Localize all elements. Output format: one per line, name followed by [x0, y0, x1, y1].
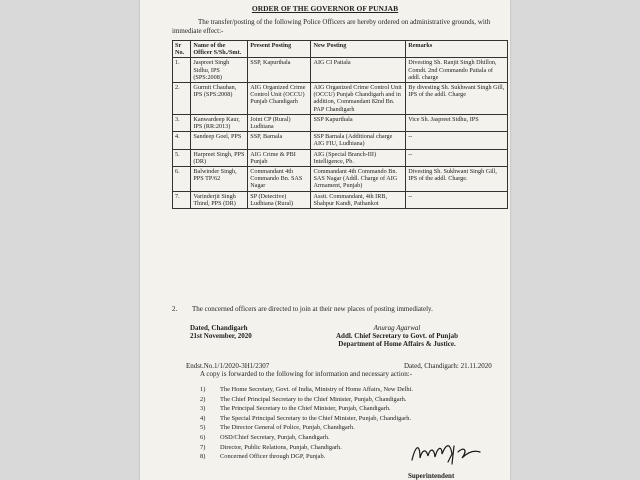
col-new-posting: New Posting — [311, 41, 406, 58]
item-number: 1) — [200, 386, 206, 393]
table-row — [173, 58, 508, 83]
item-text: OSD/Chief Secretary, Punjab, Chandigarh. — [220, 433, 330, 441]
item-number: 3) — [200, 405, 206, 413]
cell-sr: 7. — [173, 191, 191, 208]
para-number: 2. — [172, 305, 178, 313]
cell-name: Sandeep Goel, PPS — [191, 132, 248, 149]
cell-new: AIG (Special Branch-III) Intelligence, Pb. — [311, 149, 406, 166]
cell-new: Asstt. Commandant, 4th IRB, Shahpur Kandi, Pathankot — [311, 191, 406, 208]
col-sr: Sr No. — [173, 41, 191, 58]
cell-remarks: Vice Sh. Jaspreet Sidhu, IPS — [406, 114, 508, 131]
item-text: The Special Principal Secretary to the Chief Minister, Punjab, Chandigarh. — [220, 414, 412, 422]
item-number: 7) — [200, 443, 206, 451]
item-number: 2) — [200, 395, 206, 403]
table-row — [173, 83, 508, 115]
item-text: The Chief Principal Secretary to the Chief Minister, Punjab, Chandigarh. — [220, 395, 407, 403]
item-text: Concerned Officer through DGP, Punjab. — [220, 453, 326, 461]
cell-present: SSP, Kapurthala — [248, 58, 311, 83]
cell-remarks: Divesting Sh. Sukhwant Singh Gill, IPS of the addl. Charge. — [406, 167, 508, 192]
date-value: 21st November, 2020 — [190, 332, 252, 340]
cell-remarks: -- — [406, 149, 508, 166]
cell-sr: 5. — [173, 149, 191, 166]
cell-remarks: -- — [406, 132, 508, 149]
cell-present: AIG Crime & PBI Punjab — [248, 149, 311, 166]
cell-name: Balwinder Singh, PPS TP/62 — [191, 167, 248, 192]
table-row — [173, 114, 508, 131]
cell-remarks: Divesting Sh. Ranjit Singh Dhillon, Comdt. 2nd Commando Patiala of addl. charge — [406, 58, 508, 83]
superintendent-label: Superintendent — [408, 472, 455, 480]
order-title: ORDER OF THE GOVERNOR OF PUNJAB — [251, 4, 399, 13]
cell-name: Harpreet Singh, PPS (DR) — [191, 149, 248, 166]
item-number: 5) — [200, 424, 206, 432]
cell-sr: 2. — [173, 83, 191, 115]
col-remarks: Remarks — [406, 41, 508, 58]
item-text: Director, Public Relations, Punjab, Chandigarh. — [220, 443, 342, 451]
order-document — [140, 0, 510, 480]
cell-sr: 4. — [173, 132, 191, 149]
date-place: Dated, Chandigarh — [190, 324, 248, 332]
item-number: 4) — [200, 414, 206, 422]
cell-new: SSP Kapurthala — [311, 114, 406, 131]
endorsement-number: Endst.No.1/1/2020-3H1/2307 — [186, 362, 270, 370]
cell-present: AIG Organized Crime Control Unit (OCCU) Punjab Chandigarh — [248, 83, 311, 115]
cell-remarks: -- — [406, 191, 508, 208]
list-item — [200, 423, 500, 433]
list-item — [200, 385, 500, 395]
signatory-block — [336, 324, 458, 348]
list-item — [200, 404, 500, 414]
table-row — [173, 191, 508, 208]
cell-name: Varinderjit Singh Thind, PPS (DR) — [191, 191, 248, 208]
cell-sr: 1. — [173, 58, 191, 83]
postings-table — [172, 40, 508, 209]
signatory-name: Anurag Agarwal — [373, 324, 421, 332]
cell-sr: 3. — [173, 114, 191, 131]
col-present-posting: Present Posting — [248, 41, 311, 58]
cell-name: Kanwardeep Kaur, IPS (RR:2013) — [191, 114, 248, 131]
list-item — [200, 395, 500, 405]
item-number: 8) — [200, 453, 206, 461]
item-number: 6) — [200, 433, 206, 441]
item-text: The Home Secretary, Govt. of India, Ministry of Home Affairs, New Delhi. — [220, 386, 413, 393]
intro-paragraph: The transfer/posting of the following Police Officers are hereby ordered on administrative grounds, with immediate effect:- — [172, 18, 491, 35]
order-date — [190, 324, 252, 340]
cell-new: SSP Barnala (Additional charge AIG FIU, Ludhiana) — [311, 132, 406, 149]
table-row — [173, 149, 508, 166]
col-name: Name of the Officer S/Sh./Smt. — [191, 41, 248, 58]
cell-sr: 6. — [173, 167, 191, 192]
copy-forwarded-text: A copy is forwarded to the following for information and necessary action:- — [200, 370, 413, 378]
table-row — [173, 167, 508, 192]
cell-present: Commandant 4th Commando Bn. SAS Nagar — [248, 167, 311, 192]
cell-new: AIG Organized Crime Control Unit (OCCU) Punjab Chandigarh and in addition, Commandant 82nd Bn. PAP Chandigarh — [311, 83, 406, 115]
cell-present: Joint CP (Rural) Ludhiana — [248, 114, 311, 131]
handwritten-signature — [408, 440, 488, 468]
cell-name: Gurmit Chauhan, IPS (SPS:2008) — [191, 83, 248, 115]
table-header-row — [173, 41, 508, 58]
endorsement-date: Dated, Chandigarh: 21.11.2020 — [404, 362, 492, 370]
para-text: The concerned officers are directed to join at their new places of posting immediately. — [192, 305, 433, 313]
cell-present: SP (Detective) Ludhiana (Rural) — [248, 191, 311, 208]
table-row — [173, 132, 508, 149]
list-item — [200, 414, 500, 424]
cell-new: Commandant 4th Commando Bn. SAS Nagar (Addl. Charge of AIG Armament, Punjab) — [311, 167, 406, 192]
cell-name: Jaspreet Singh Sidhu, IPS (SPS:2008) — [191, 58, 248, 83]
item-text: The Principal Secretary to the Chief Minister, Punjab, Chandigarh. — [220, 405, 391, 413]
cell-new: AIG CI Patiala — [311, 58, 406, 83]
cell-remarks: By divesting Sh. Sukhwant Singh Gill, IPS of the addl. Charge — [406, 83, 508, 115]
cell-present: SSP, Barnala — [248, 132, 311, 149]
signatory-department: Department of Home Affairs & Justice. — [338, 340, 456, 348]
signatory-designation: Addl. Chief Secretary to Govt. of Punjab — [336, 332, 458, 340]
item-text: The Director General of Police, Punjab, Chandigarh. — [220, 424, 355, 432]
joining-instruction — [172, 305, 506, 313]
